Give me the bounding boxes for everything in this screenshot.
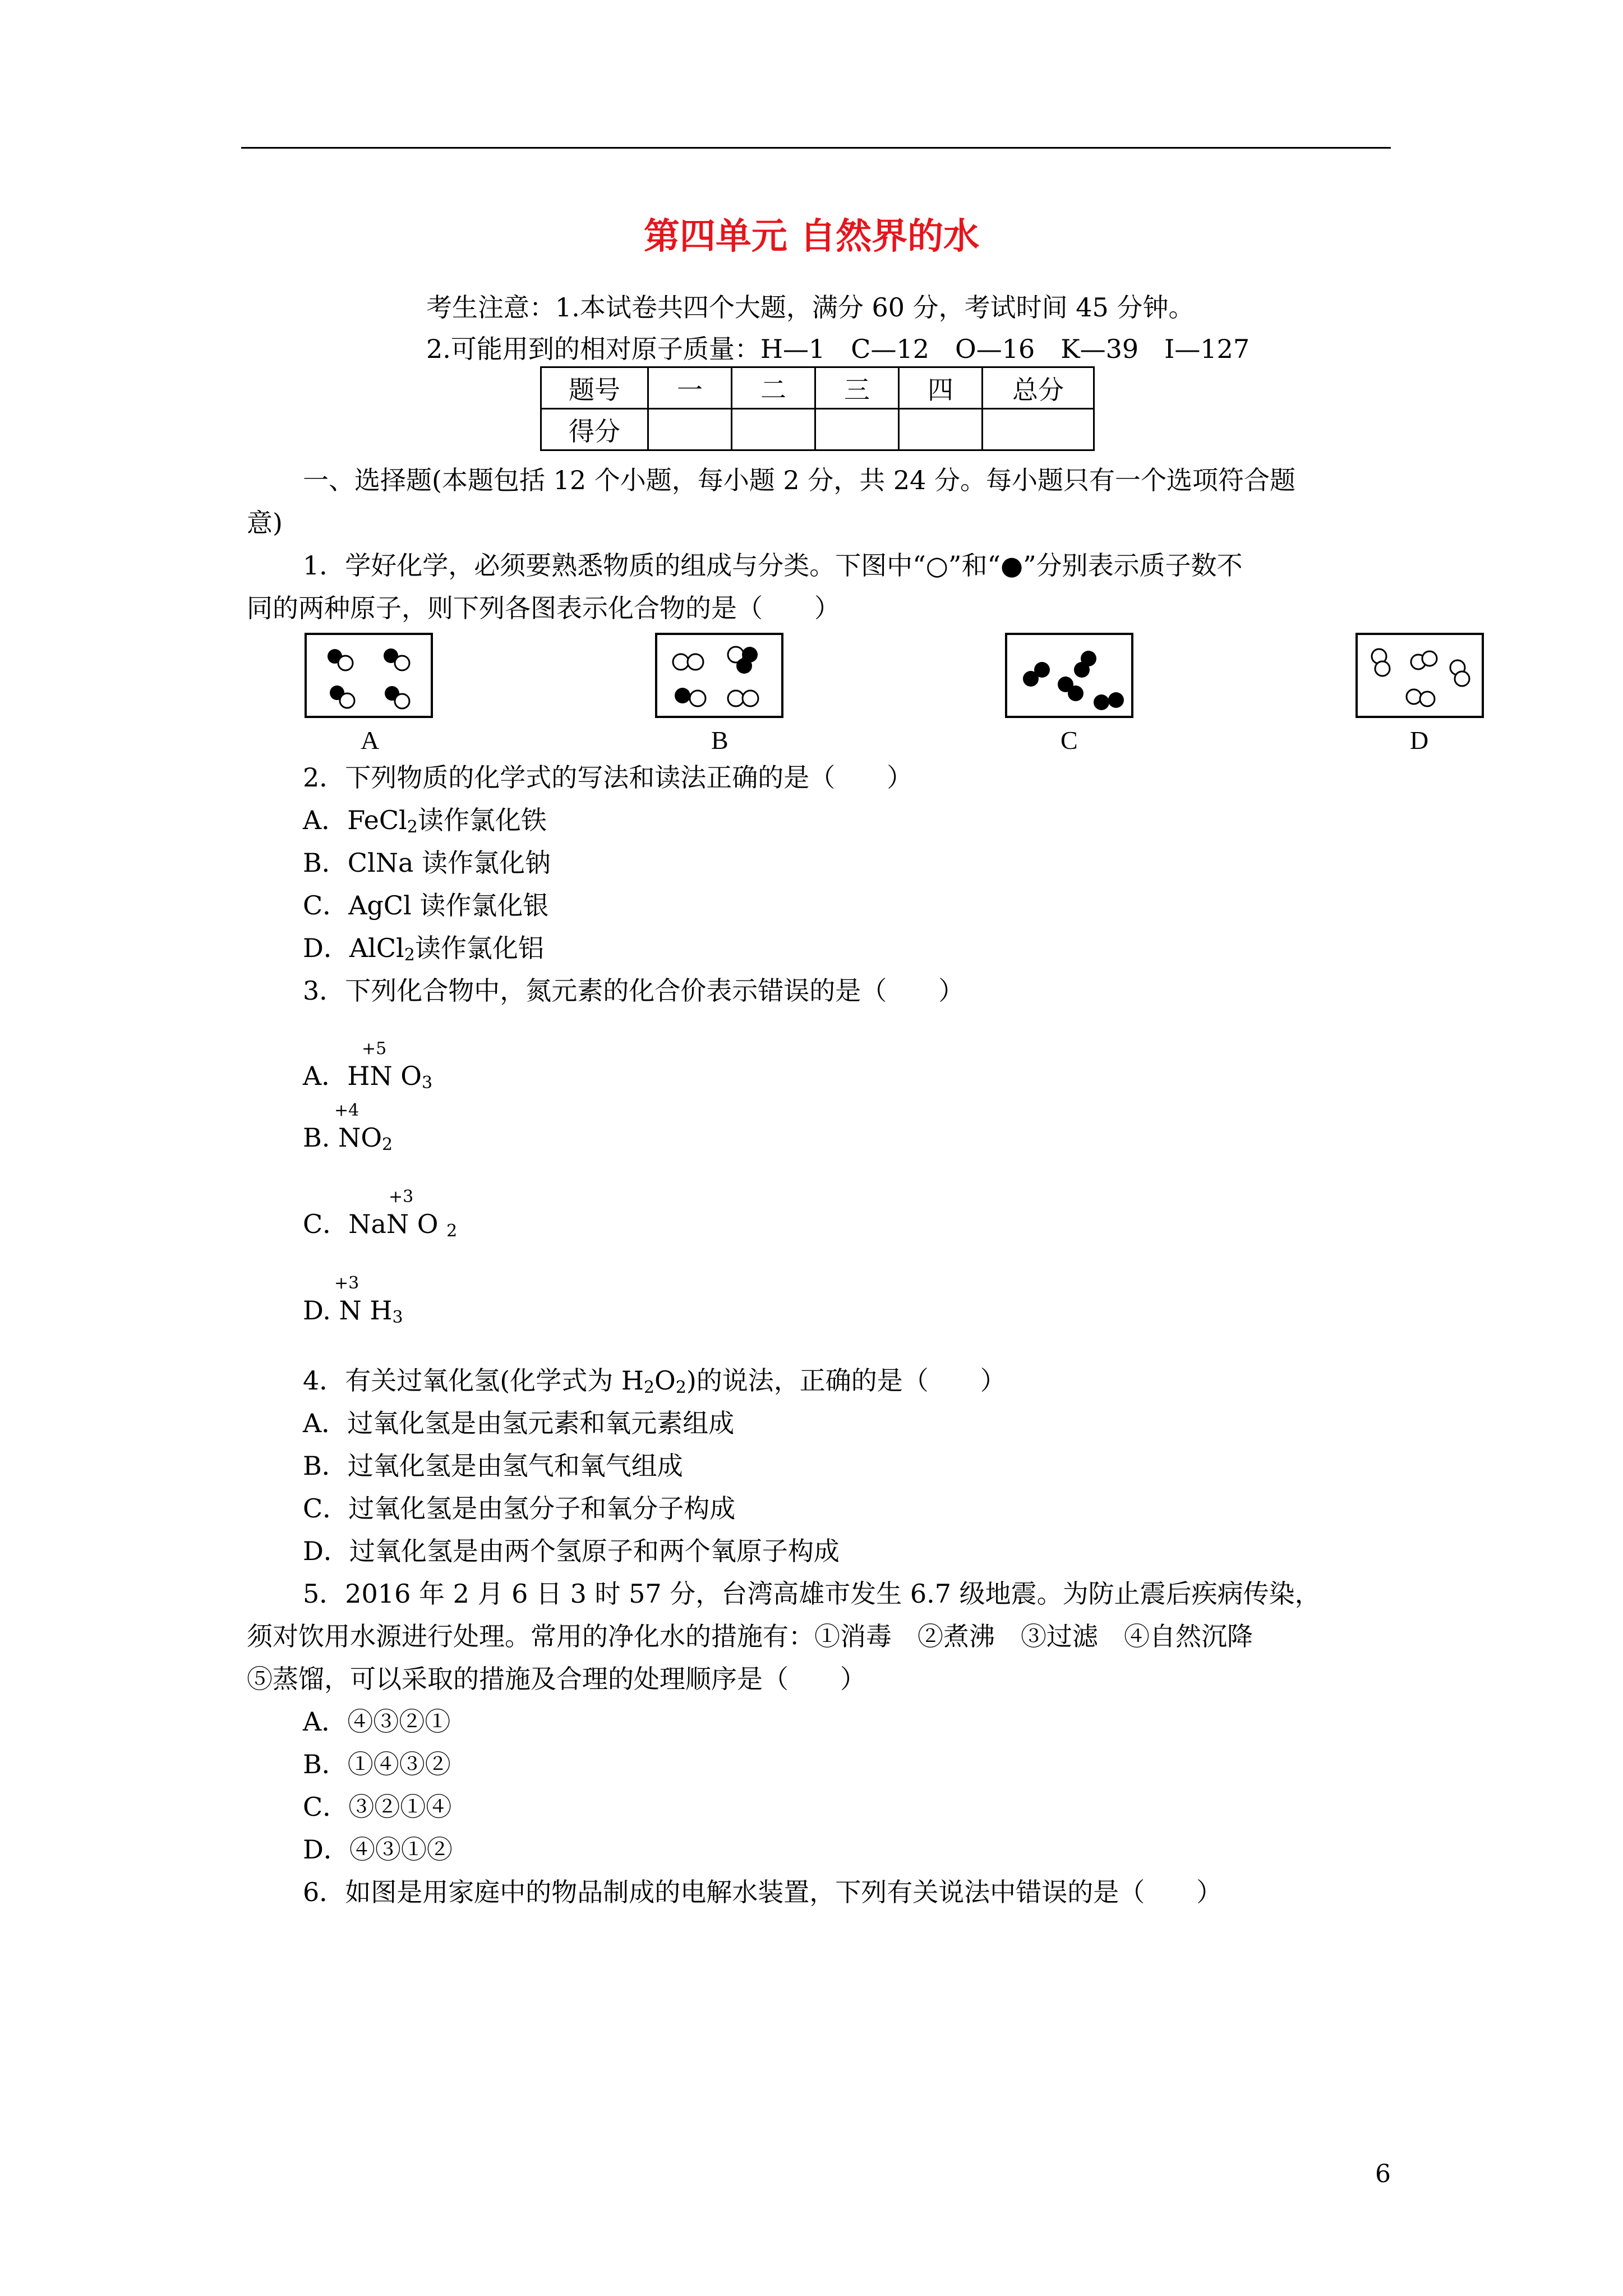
q2-option-a: A．FeCl$_2$读作氯化铁 [303, 805, 547, 837]
q1-diagram-d [1355, 633, 1484, 718]
score-table-score-row [541, 409, 1094, 450]
q1-diagram-b [655, 633, 783, 718]
q1-label-d: D [1410, 726, 1429, 754]
score-header-cell: 题号 [541, 367, 648, 409]
notice-2: 2.可能用到的相对原子质量：H—1 C—12 O—16 K—39 I—127 [426, 334, 1250, 364]
question-5-cont-2: ⑤蒸馏，可以采取的措施及合理的处理顺序是（ ） [247, 1664, 866, 1694]
question-4: 4．有关过氧化氢(化学式为 $H_2O_2$)的说法，正确的是（ ） [303, 1365, 1006, 1397]
score-cell[interactable] [648, 409, 732, 450]
q5-option-b: B．①④③② [303, 1749, 451, 1779]
question-2: 2．下列物质的化学式的写法和读法正确的是（ ） [303, 762, 913, 793]
q3-option-a: A．HN $O_3$ [303, 1061, 433, 1093]
q3-option-b: B. $NO_2$ [303, 1122, 393, 1154]
score-table-header-row [541, 367, 1094, 409]
q4-option-b: B．过氧化氢是由氢气和氧气组成 [303, 1451, 683, 1481]
score-table [540, 366, 1095, 451]
score-cell[interactable] [732, 409, 815, 450]
q2-option-b: B．ClNa 读作氯化钠 [303, 848, 551, 878]
q3-a-valence: +5 [362, 1039, 387, 1059]
q4-option-d: D．过氧化氢是由两个氢原子和两个氧原子构成 [303, 1536, 840, 1566]
score-header-cell: 四 [899, 367, 983, 409]
q1-diagram-a [305, 633, 433, 718]
question-5: 5．2016 年 2 月 6 日 3 时 57 分，台湾高雄市发生 6.7 级地震。为防止震后疾病传染， [303, 1579, 1321, 1609]
question-1-cont: 同的两种原子，则下列各图表示化合物的是（ ） [247, 593, 840, 623]
score-header-cell: 三 [815, 367, 899, 409]
q1-label-a: A [361, 726, 380, 754]
page-number: 6 [1375, 2160, 1391, 2188]
notice-1: 考生注意：1.本试卷共四个大题，满分 60 分，考试时间 45 分钟。 [426, 292, 1195, 323]
section-1-heading-cont: 意) [247, 508, 283, 538]
q3-b-valence: +4 [334, 1101, 359, 1120]
q3-option-c: C．NaN O $_2$ [303, 1209, 458, 1241]
question-3: 3．下列化合物中，氮元素的化合价表示错误的是（ ） [303, 976, 965, 1006]
question-5-cont: 须对饮用水源进行处理。常用的净化水的措施有：①消毒 ②煮沸 ③过滤 ④自然沉降 [247, 1621, 1253, 1651]
score-cell[interactable] [899, 409, 983, 450]
q3-d-valence: +3 [334, 1273, 359, 1293]
q2-option-d: D．AlCl$_2$读作氯化铝 [303, 933, 544, 965]
q5-option-d: D．④③①② [303, 1834, 453, 1865]
q2-option-c: C．AgCl 读作氯化银 [303, 890, 549, 921]
score-cell[interactable] [815, 409, 899, 450]
section-1-heading: 一、选择题(本题包括 12 个小题，每小题 2 分，共 24 分。每小题只有一个选项符合题 [303, 465, 1296, 495]
q5-option-a: A．④③②① [303, 1706, 451, 1737]
q5-option-c: C．③②①④ [303, 1792, 452, 1822]
q4-option-a: A．过氧化氢是由氢元素和氧元素组成 [303, 1408, 735, 1438]
score-cell[interactable] [983, 409, 1094, 450]
q3-option-d: D. N $H_3$ [303, 1295, 403, 1327]
q1-diagram-c [1005, 633, 1133, 718]
score-header-cell: 总分 [983, 367, 1094, 409]
q1-label-b: B [711, 726, 728, 754]
score-row-label: 得分 [541, 409, 648, 450]
score-header-cell: 二 [732, 367, 815, 409]
q3-c-valence: +3 [389, 1187, 414, 1207]
header-rule [241, 147, 1391, 149]
question-6: 6．如图是用家庭中的物品制成的电解水装置，下列有关说法中错误的是（ ） [303, 1877, 1223, 1907]
score-header-cell: 一 [648, 367, 732, 409]
q1-label-c: C [1061, 726, 1078, 754]
page-title: 第四单元 自然界的水 [643, 215, 980, 257]
q4-option-c: C．过氧化氢是由氢分子和氧分子构成 [303, 1493, 736, 1524]
question-1: 1．学好化学，必须要熟悉物质的组成与分类。下图中“○”和“●”分别表示质子数不 [303, 550, 1243, 581]
